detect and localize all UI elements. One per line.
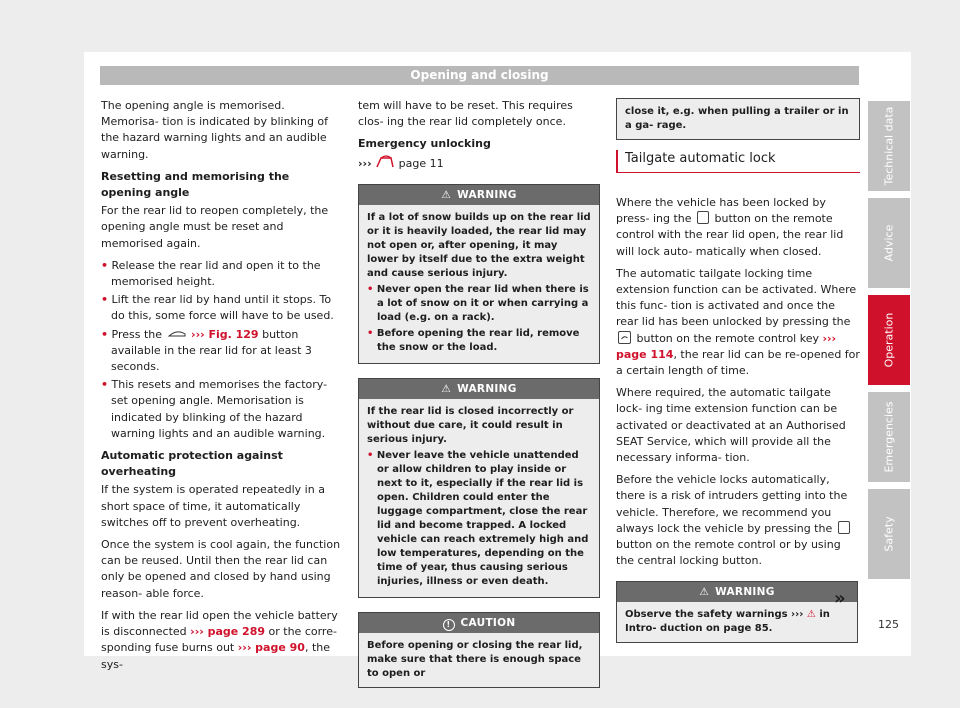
- warning-box: [358, 378, 600, 598]
- tab-emergencies[interactable]: Emergencies: [868, 392, 910, 482]
- paragraph: If with the rear lid open the vehicle battery is disconnected ››› page 289 or the corre- sponding fuse burns out ››› page 90, the sys-: [101, 608, 338, 671]
- subheading: Resetting and memorising the opening angle: [101, 169, 290, 200]
- caution-header: ! CAUTION: [359, 613, 599, 633]
- tailgate-button-icon: [618, 331, 631, 344]
- page-link[interactable]: ››› page 289: [190, 625, 266, 639]
- warning-body: If the rear lid is closed incorrectly or without due care, it could result in serious injury. • Never leave the vehicle unattended or allow children to play inside or next to it, especially if the rear lid is open. Children could enter the luggage compartment, close the rear lid and become trapped. A locked vehicle can reach extremely high and low temperatures, depending on the time of year, thus causing serious injuries, illness or even death.: [367, 405, 589, 587]
- column-3: [616, 98, 860, 657]
- bullet-item: • This resets and memorises the factory-set opening angle. Memorisation is indicated by blinking of the hazard warning lights and an audible warning.: [101, 378, 328, 440]
- rear-lid-button-icon: [168, 330, 186, 338]
- page-reference: ››› page 11: [358, 156, 444, 170]
- subheading: Automatic protection against overheating: [101, 449, 283, 479]
- warning-header: ⚠ WARNING: [359, 379, 599, 399]
- tab-safety[interactable]: Safety: [868, 489, 910, 579]
- column-2: [358, 98, 600, 702]
- warning-body: If a lot of snow builds up on the rear lid or it is heavily loaded, the rear lid may not open or, after opening, it may lower by itself due to the extra weight and cause serious injury. • Never open the rear lid when there is a lot of snow on it or when carrying a load (e.g. on a rack). • Before opening the rear lid, remove the snow or the load.: [367, 211, 591, 353]
- warning-body: Observe the safety warnings ››› ⚠ in Intro- duction on page 85.: [625, 609, 830, 635]
- caution-icon: !: [443, 619, 455, 631]
- page-number: 125: [878, 618, 899, 631]
- paragraph: Where the vehicle has been locked by press- ing the button on the remote control with the rear lid open, the rear lid will lock auto- matically when closed.: [616, 196, 844, 258]
- section-title: Tailgate automatic lock: [616, 150, 860, 173]
- paragraph: tem will have to be reset. This requires clos- ing the rear lid completely once.: [358, 99, 573, 129]
- lock-button-icon: [838, 521, 850, 534]
- bullet-item: • Lift the rear lid by hand until it stops. To do this, some force will have to be used.: [101, 293, 334, 323]
- paragraph: Before the vehicle locks automatically, there is a risk of intruders getting into the vehicle. Therefore, we recommend you always lock the vehicle by pressing the button on the remote control or by using the central locking button.: [616, 472, 860, 569]
- paragraph: Where required, the automatic tailgate lock- ing time extension function can be activated or deactivated at an Authorised SEAT Service, which will provide all the necessary informa- tion.: [616, 386, 846, 465]
- figure-link[interactable]: ››› Fig. 129: [191, 327, 259, 341]
- caution-body: Before opening or closing the rear lid, make sure that there is enough space to open or: [367, 639, 583, 679]
- caution-box-continued: close it, e.g. when pulling a trailer or in a ga- rage.: [616, 98, 860, 140]
- bullet-item: • Press the ››› Fig. 129 button available in the rear lid for at least 3 seconds.: [101, 327, 312, 374]
- column-1: [101, 98, 341, 679]
- subheading: Emergency unlocking: [358, 137, 491, 151]
- paragraph: If the system is operated repeatedly in a short space of time, it automatically switches off to prevent overheating.: [101, 483, 325, 529]
- page-link[interactable]: ››› page 90: [237, 641, 305, 655]
- warning-icon: ⚠: [441, 382, 452, 395]
- paragraph: For the rear lid to reopen completely, the opening angle must be reset and memorised again.: [101, 204, 329, 250]
- warning-header: ⚠ WARNING: [617, 582, 857, 602]
- tailgate-icon: [375, 155, 395, 169]
- warning-box: [616, 581, 858, 643]
- warning-icon: ⚠: [441, 188, 452, 201]
- warning-icon: ⚠: [806, 609, 816, 621]
- paragraph: The automatic tailgate locking time extension function can be activated. Where this func- tion is activated and once the rear lid has been unlocked by pressing the button on the remote control key ››› page 114, the rear lid can be re-opened for a certain length of time.: [616, 266, 860, 378]
- tab-technical-data[interactable]: Technical data: [868, 101, 910, 191]
- page-header: Opening and closing: [100, 66, 859, 85]
- warning-icon: ⚠: [699, 586, 710, 599]
- warning-box: [358, 184, 600, 364]
- paragraph: Once the system is cool again, the function can be reused. Until then the rear lid can only be opened and closed by hand using reason- able force.: [101, 538, 341, 600]
- caution-box: [358, 612, 600, 688]
- continue-mark: »: [834, 588, 846, 609]
- tab-advice[interactable]: Advice: [868, 198, 910, 288]
- lock-button-icon: [697, 211, 709, 224]
- warning-header: ⚠ WARNING: [359, 185, 599, 205]
- bullet-item: • Release the rear lid and open it to the memorised height.: [101, 258, 321, 289]
- page-link[interactable]: page 11: [398, 156, 444, 170]
- tab-operation[interactable]: Operation: [868, 295, 910, 385]
- page-link[interactable]: ››› page 114: [616, 331, 837, 361]
- paragraph: The opening angle is memorised. Memorisa- tion is indicated by blinking of the hazard warning lights and an audible warning.: [101, 99, 329, 161]
